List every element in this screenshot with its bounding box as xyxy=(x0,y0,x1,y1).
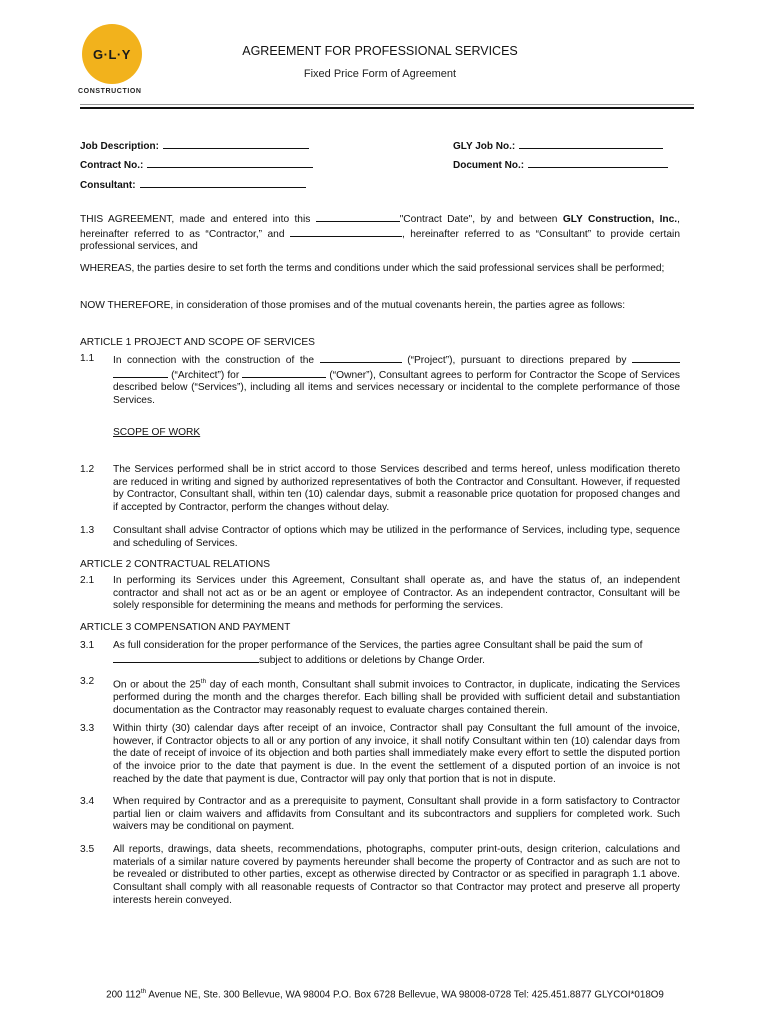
architect-blank-1[interactable] xyxy=(632,353,680,363)
consultant-line[interactable] xyxy=(140,177,306,188)
header-rule-thin xyxy=(80,104,694,105)
job-description-label: Job Description: xyxy=(80,141,159,152)
section-3-4-number: 3.4 xyxy=(80,796,95,807)
document-subtitle: Fixed Price Form of Agreement xyxy=(303,68,457,80)
section-3-2-number: 3.2 xyxy=(80,676,95,687)
intro-comma: , xyxy=(677,214,680,225)
section-1-1-text xyxy=(113,353,680,408)
document-title: AGREEMENT FOR PROFESSIONAL SERVICES xyxy=(242,44,518,58)
contract-no-field[interactable] xyxy=(80,157,313,171)
contract-date-blank[interactable] xyxy=(316,212,400,222)
contract-no-label: Contract No.: xyxy=(80,160,144,171)
footer-address-a: 200 112 xyxy=(106,989,141,1001)
s1-1-text-a: In connection with the construction of the xyxy=(113,355,315,366)
intro-text-4: , hereinafter referred to as “Consultant” to provide certain xyxy=(401,228,680,240)
article-2-heading: ARTICLE 2 CONTRACTUAL RELATIONS xyxy=(80,559,271,570)
section-1-2-number: 1.2 xyxy=(80,464,95,475)
section-3-3-text: Within thirty (30) calendar days after receipt of an invoice, Contractor shall pay Consultant the full amount of the invoice, however, if Contractor objects to all or any portion of any invoice, it shall notify Consultant within ten (10) calendar days from the date of receipt of invoice of its objection and both parties shall immediately make every effort to settle the disputed portion of the invoice prior to the date that payment is due. In the event the settlement of a disputed portion of an invoice is not reached by the date that payment is due, Contractor will pay only that portion that is not in dispute. xyxy=(113,723,680,785)
s3-2-text-a: On or about the 25 xyxy=(113,679,201,691)
s3-2-text-b: day of each month, Consultant shall submit invoices to Contractor, in duplicate, indicating the Services performed during the month and the charges therefor. Each billing shall be provided with sufficient detail and substantiation documentation as the Contractor may reasonably request to evaluate charges contained therein. xyxy=(113,679,680,716)
section-3-5-number: 3.5 xyxy=(80,844,95,855)
logo-wordmark: CONSTRUCTION xyxy=(78,88,142,95)
gly-job-no-line[interactable] xyxy=(519,138,663,149)
section-3-1-text xyxy=(113,640,680,667)
document-no-field[interactable] xyxy=(453,157,668,171)
now-therefore-paragraph: NOW THEREFORE, in consideration of those promises and of the mutual covenants herein, the parties agree as follows: xyxy=(80,300,626,311)
s1-1-text-d: (“Owner”), Consultant agrees to perform for Contractor the Scope of xyxy=(329,369,638,381)
sum-blank[interactable] xyxy=(113,653,259,663)
intro-paragraph xyxy=(80,212,680,254)
architect-blank-2[interactable] xyxy=(113,368,168,378)
section-1-2-text: The Services performed shall be in strict accord to those Services described and terms hereof, unless modification thereto are reduced in writing and signed by authorized representatives of both the Contractor and Consultant. However, if requested by Contractor, Consultant shall, within ten (10) calendar days, submit a reasonable price quotation for proposed changes and if accepted by Contractor, perform the changes without delay. xyxy=(113,464,680,514)
section-1-3-text: Consultant shall advise Contractor of options which may be utilized in the performance of Services, including type, sequence and scheduling of Services. xyxy=(113,525,680,549)
company-name: GLY Construction, Inc. xyxy=(562,214,678,225)
document-no-label: Document No.: xyxy=(453,160,525,171)
footer-superscript: th xyxy=(140,988,147,995)
section-3-5-text: All reports, drawings, data sheets, recommendations, photographs, computer print-outs, design criterion, calculations and materials of a similar nature covered by payments hereunder shall become the property of Contractor and as such are not to be revealed or distributed to other parties, except as otherwise directed by Contractor or as specified in paragraph 1.1 above. Consultant shall comply with all reasonable requests of Contractor so that Contractor may protect and preserve all property interests herein conveyed. xyxy=(113,844,680,906)
owner-blank[interactable] xyxy=(242,368,326,378)
project-blank[interactable] xyxy=(320,353,402,363)
section-3-1-number: 3.1 xyxy=(80,640,95,651)
s3-1-text-a: As full consideration for the proper performance of the Services, the parties agree Consultant shall be paid the sum of xyxy=(113,640,643,651)
article-3-heading: ARTICLE 3 COMPENSATION AND PAYMENT xyxy=(80,622,291,633)
gly-job-no-field[interactable] xyxy=(453,138,663,152)
s3-1-text-b: subject to additions or deletions by Change Order. xyxy=(259,654,485,666)
whereas-paragraph: WHEREAS, the parties desire to set forth the terms and conditions under which the said professional services shall be performed; xyxy=(80,263,665,274)
header-rule-thick xyxy=(80,107,694,109)
section-1-3-number: 1.3 xyxy=(80,525,95,536)
gly-job-no-label: GLY Job No.: xyxy=(453,141,516,152)
intro-text-1: THIS AGREEMENT, made and entered into this xyxy=(80,214,311,225)
section-3-4-text: When required by Contractor and as a prerequisite to payment, Consultant shall provide in a form satisfactory to Contractor partial lien or claim waivers and affidavits from Consultant and its subcontractors and suppliers for completed work. Such waivers may be conditional on payment. xyxy=(113,796,680,833)
page-footer xyxy=(60,988,710,1000)
intro-text-3: hereinafter referred to as “Contractor,” and xyxy=(80,228,285,240)
consultant-label: Consultant: xyxy=(80,180,136,191)
intro-text-2: "Contract Date", by and between xyxy=(399,214,558,225)
article-1-heading: ARTICLE 1 PROJECT AND SCOPE OF SERVICES xyxy=(80,337,315,348)
intro-text-5: professional services, and xyxy=(80,241,198,253)
contract-no-line[interactable] xyxy=(147,157,313,168)
section-3-3-number: 3.3 xyxy=(80,723,95,734)
company-logo xyxy=(82,24,142,84)
s1-1-text-e: Services described below (“Services”), including all items and services necessary or incidental to the complete performance of those Services. xyxy=(113,369,680,407)
s1-1-text-c: (“Architect”) for xyxy=(171,369,240,381)
section-2-1-text: In performing its Services under this Agreement, Consultant shall operate as, and have the status of, an independent contractor and shall not act as or be an agent or employee of Contractor. As an independent contractor, Consultant will be solely responsible for determining the means and methods for performing the services. xyxy=(113,575,680,612)
s3-2-superscript: th xyxy=(200,678,207,685)
section-1-1-number: 1.1 xyxy=(80,353,95,364)
footer-address-b: Avenue NE, Ste. 300 Bellevue, WA 98004 P.O. Box 6728 Bellevue, WA 98008-0728 Tel: 425.451.8877 GLYCOI*018O9 xyxy=(146,989,664,1001)
s1-1-text-b: (“Project”), pursuant to directions prepared by xyxy=(407,355,627,366)
job-description-field[interactable] xyxy=(80,138,309,152)
job-description-line[interactable] xyxy=(163,138,309,149)
section-3-2-text xyxy=(113,676,680,718)
consultant-name-blank[interactable] xyxy=(290,227,402,237)
scope-of-work-heading: SCOPE OF WORK xyxy=(113,427,201,438)
consultant-field[interactable] xyxy=(80,177,306,191)
logo-letters: G·L·Y xyxy=(93,46,131,62)
document-no-line[interactable] xyxy=(528,157,668,168)
section-2-1-number: 2.1 xyxy=(80,575,95,586)
